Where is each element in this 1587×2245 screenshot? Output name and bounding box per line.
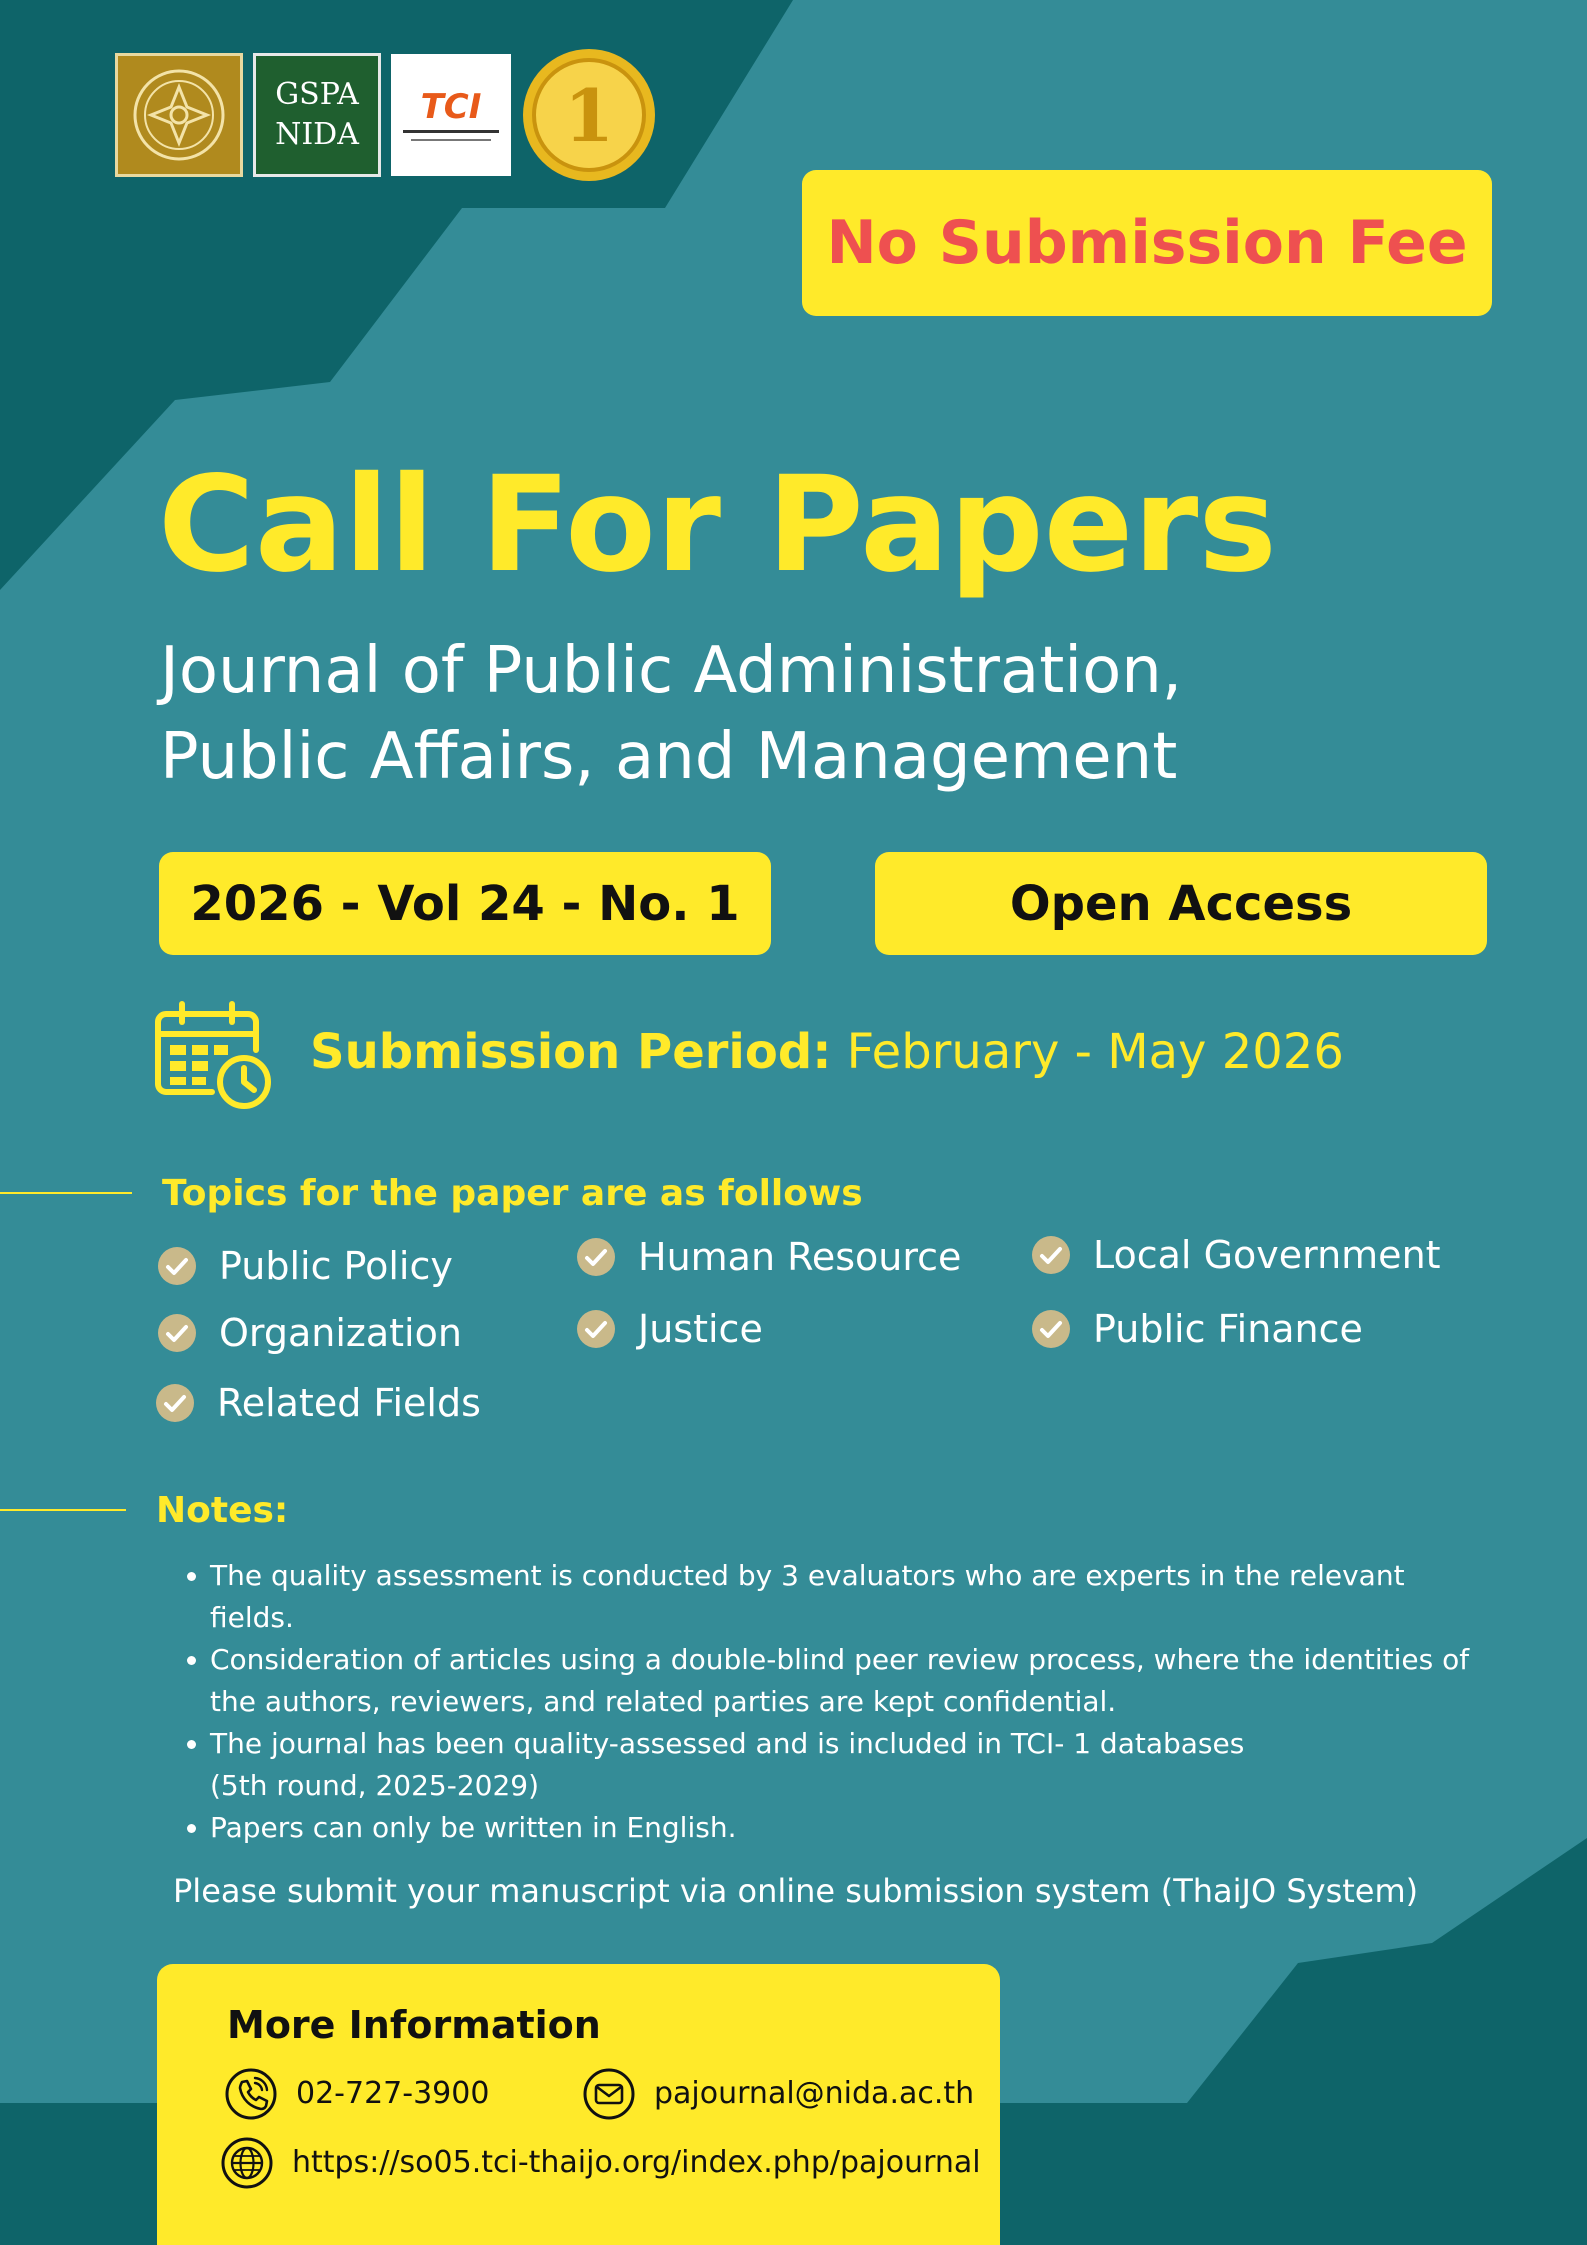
medal-number: 1 — [563, 73, 615, 158]
phone-icon — [224, 2067, 278, 2121]
email-address: pajournal@nida.ac.th — [654, 2076, 975, 2111]
notes-divider — [0, 1509, 126, 1511]
more-information-box — [157, 1964, 1000, 2245]
topic-item — [157, 1241, 453, 1291]
topic-label: Justice — [638, 1307, 763, 1351]
note-item — [210, 1807, 1470, 1849]
journal-name — [160, 628, 1182, 800]
tci-logo — [391, 54, 511, 176]
topic-label: Human Resource — [638, 1235, 962, 1279]
check-circle-icon — [155, 1383, 195, 1423]
phone-number: 02-727-3900 — [296, 2076, 490, 2111]
topic-item — [1031, 1304, 1363, 1354]
topics-divider — [0, 1192, 132, 1194]
open-access-badge: Open Access — [875, 852, 1487, 955]
check-circle-icon — [157, 1313, 197, 1353]
email-contact[interactable] — [582, 2067, 974, 2121]
submission-period-label: Submission Period: — [310, 1024, 832, 1080]
more-information-heading: More Information — [227, 2003, 601, 2047]
note-line: The quality assessment is conducted by 3 evaluators who are experts in the relevant fields. — [210, 1559, 1405, 1634]
nida-seal-logo — [115, 53, 243, 177]
topic-label: Related Fields — [217, 1381, 481, 1425]
tci-logo-stripe — [411, 139, 491, 141]
tci-logo-stripe — [403, 130, 499, 133]
topic-item — [155, 1378, 481, 1428]
phone-contact[interactable] — [224, 2067, 489, 2121]
journal-name-line2: Public Affairs, and Management — [160, 720, 1178, 794]
issue-volume-badge: 2026 - Vol 24 - No. 1 — [159, 852, 771, 955]
note-item — [210, 1723, 1470, 1807]
check-circle-icon — [576, 1237, 616, 1277]
topic-label: Public Finance — [1093, 1307, 1363, 1351]
topic-label: Local Government — [1093, 1233, 1441, 1277]
journal-name-line1: Journal of Public Administration, — [160, 634, 1183, 708]
note-line: The journal has been quality-assessed and is included in TCI- 1 databases — [210, 1727, 1245, 1760]
topic-label: Public Policy — [219, 1244, 453, 1288]
logo-row — [115, 47, 657, 183]
no-submission-fee-badge: No Submission Fee — [802, 170, 1492, 316]
notes-list — [210, 1555, 1470, 1849]
topic-item — [1031, 1230, 1441, 1280]
gspa-logo-line1: GSPA — [275, 77, 359, 112]
submission-period — [310, 1020, 1344, 1084]
website-url: https://so05.tci-thaijo.org/index.php/pajournal — [292, 2145, 981, 2180]
calendar-clock-icon — [152, 1000, 274, 1110]
topics-heading: Topics for the paper are as follows — [162, 1173, 863, 1214]
mail-icon — [582, 2067, 636, 2121]
note-line: Papers can only be written in English. — [210, 1811, 737, 1844]
topic-item — [576, 1232, 961, 1282]
gspa-nida-logo — [253, 53, 381, 177]
note-line: (5th round, 2025-2029) — [210, 1769, 539, 1802]
website-link[interactable] — [220, 2136, 981, 2190]
note-item — [210, 1639, 1470, 1723]
submission-instruction: Please submit your manuscript via online submission system (ThaiJO System) — [173, 1872, 1419, 1910]
note-item — [210, 1555, 1470, 1639]
topic-item — [576, 1304, 763, 1354]
notes-heading: Notes: — [156, 1490, 289, 1531]
globe-icon — [220, 2136, 274, 2190]
tci-tier1-medal-logo — [521, 47, 657, 183]
submission-period-value: February - May 2026 — [831, 1024, 1344, 1080]
check-circle-icon — [157, 1246, 197, 1286]
check-circle-icon — [1031, 1309, 1071, 1349]
tci-logo-word: TCI — [420, 86, 482, 127]
topic-item — [157, 1308, 462, 1358]
check-circle-icon — [1031, 1235, 1071, 1275]
note-line: Consideration of articles using a double-blind peer review process, where the identities of — [210, 1643, 1470, 1676]
topic-label: Organization — [219, 1311, 462, 1355]
gspa-logo-line2: NIDA — [275, 117, 359, 152]
note-line: the authors, reviewers, and related parties are kept confidential. — [210, 1685, 1117, 1718]
check-circle-icon — [576, 1309, 616, 1349]
page-title: Call For Papers — [158, 448, 1277, 602]
